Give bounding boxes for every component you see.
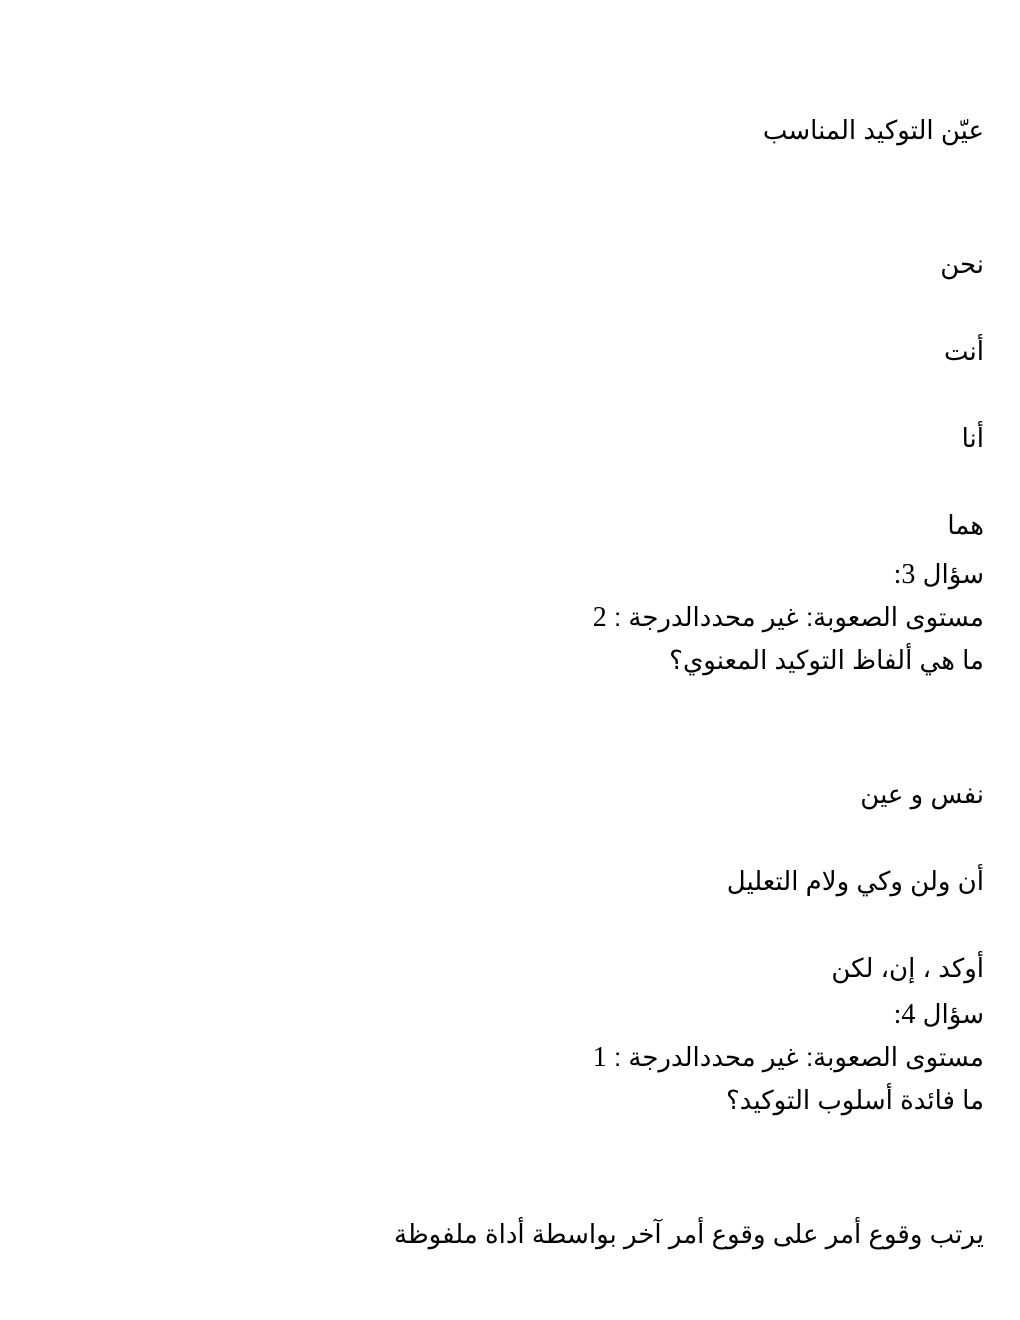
option-item: يرتب وقوع أمر على وقوع أمر آخر بواسطة أداة ملفوظة [394, 1219, 984, 1249]
question-prompt: عيّن التوكيد المناسب [762, 115, 984, 145]
question-header [894, 997, 984, 1032]
option-item: نفس و عين [860, 779, 984, 809]
question-label: سؤال [922, 559, 984, 589]
option-item: أنت [944, 336, 984, 366]
question-label: سؤال [922, 999, 984, 1029]
difficulty-line [593, 600, 984, 635]
difficulty-value: 2 [592, 602, 607, 633]
question-text: ما هي ألفاظ التوكيد المعنوي؟ [669, 645, 984, 675]
option-item: أن ولن وكي ولام التعليل [726, 866, 984, 896]
difficulty-value: 1 [592, 1042, 607, 1073]
difficulty-line [593, 1040, 984, 1075]
option-item: نحن [940, 249, 984, 279]
question-text: ما فائدة أسلوب التوكيد؟ [726, 1085, 984, 1115]
question-number: 3: [893, 559, 916, 590]
difficulty-label: مستوى الصعوبة: غير محددالدرجة : [613, 602, 984, 632]
difficulty-label: مستوى الصعوبة: غير محددالدرجة : [613, 1042, 984, 1072]
question-number: 4: [893, 999, 916, 1030]
option-item: أوكد ، إن، لكن [831, 953, 984, 983]
option-item: هما [947, 510, 984, 540]
option-item: أنا [961, 423, 984, 453]
question-header [894, 557, 984, 592]
